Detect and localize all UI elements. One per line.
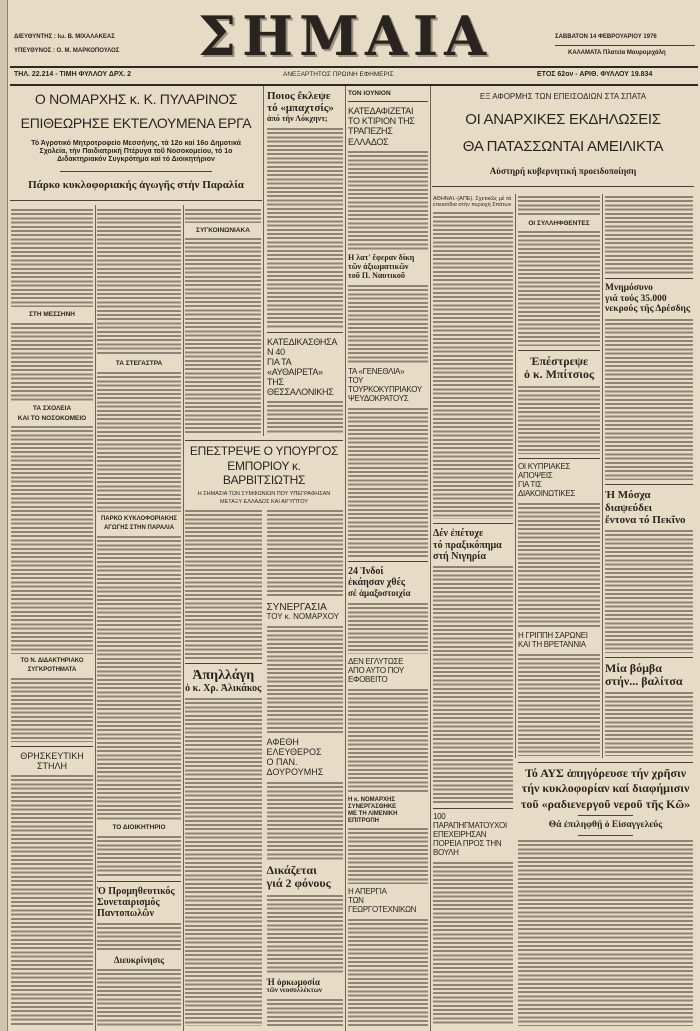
article-nomarchis xyxy=(10,88,262,205)
column-7 xyxy=(518,194,600,758)
column-4-bottom xyxy=(267,508,344,1028)
body-text-block xyxy=(433,566,513,804)
headline: ΔΕΝ ΕΓΛΥΤΩΣΕ xyxy=(348,657,404,667)
article-alikakos xyxy=(185,668,262,695)
headline: τό πραξικόπημα xyxy=(433,539,502,551)
column-rule xyxy=(183,205,184,1031)
column-rule xyxy=(263,86,264,436)
headline: τῶν ἀξιωματικῶν xyxy=(348,261,409,271)
column-rule xyxy=(602,194,603,758)
article-thriskeftiki: ΘΡΗΣΚΕΥΤΙΚΗ ΣΤΗΛΗ xyxy=(20,750,84,771)
headline: γιά 2 φόνους xyxy=(266,876,331,891)
headline: Δέν ἐπέτυχε xyxy=(433,528,484,540)
headline: Η κ. ΝΟΜΑΡΧΗΣ xyxy=(348,797,395,804)
headline: Τό ΑΥΣ ἀπηγόρευσε τήν χρῆσιν xyxy=(524,766,687,780)
headline: Η ΑΠΕΡΓΙΑ xyxy=(348,886,387,896)
headline: ΑΦΕΘΗ ΕΛΕΥΘΕΡΟΣ xyxy=(266,737,322,758)
headline: 24 Ἰνδοί xyxy=(348,566,384,578)
section-head: ΣΥΓΚΡΟΤΗΜΑΤΑ xyxy=(27,667,77,674)
article-eglytose xyxy=(348,658,428,685)
subheadline: Θά ἐπιληφθῇ ὁ Εἰσαγγελεύς xyxy=(548,820,663,831)
article-drezdi xyxy=(605,283,693,315)
headline: Μνημόσυνο xyxy=(605,283,653,294)
body-text-block xyxy=(433,212,513,519)
headline: Συνεταιρισμός xyxy=(97,897,160,909)
headline: Παντοπωλῶν xyxy=(97,908,154,920)
horizontal-rule xyxy=(605,657,693,658)
body-text-block xyxy=(348,689,428,793)
section-head: ΤΑ ΣΧΟΛΕΙΑ xyxy=(32,405,72,413)
headline: Η ΓΡΙΠΠΗ ΣΑΡΩΝΕΙ xyxy=(518,630,588,640)
headline: Ἡ ὁρκωμοσία xyxy=(266,976,320,987)
article-vomva xyxy=(605,662,693,689)
horizontal-rule xyxy=(10,66,698,68)
horizontal-rule xyxy=(185,663,262,664)
article-orkomosia xyxy=(267,977,344,995)
body-text-block xyxy=(11,209,93,307)
horizontal-rule xyxy=(11,746,93,747)
masthead-rule xyxy=(555,45,695,46)
body-text-block xyxy=(97,209,181,356)
column-3-top xyxy=(185,207,261,436)
section-head: ΟΙ ΣΥΛΛΗΦΘΕΝΤΕΣ xyxy=(528,219,590,227)
headline: τῶν νεοσυλλέκτων xyxy=(266,985,323,994)
kicker: ΤΟΝ ΙΟΥΝΙΟΝ xyxy=(348,90,391,97)
body-text-block xyxy=(185,510,262,659)
horizontal-rule xyxy=(433,523,513,524)
body-text-block xyxy=(605,196,693,274)
headline: ΓΙΑ ΤΑ «ΑΥΘΑΙΡΕΤΑ» xyxy=(267,356,323,377)
headline: ΕΜΠΟΡΙΟΥ κ. ΒΑΡΒΙΤΣΙΩΤΗΣ xyxy=(222,459,306,487)
subheadline: Πάρκο κυκλοφοριακής ἀγωγῆς στὴν Παραλία xyxy=(28,179,244,192)
body-text-block xyxy=(11,678,93,742)
column-2 xyxy=(97,207,181,1028)
article-limeniki xyxy=(348,797,428,824)
body-text-block xyxy=(11,775,93,1026)
headline: ΚΑΤΕΔΑΦΙΖΕΤΑΙ xyxy=(348,106,414,117)
headline: στήν... βαλίτσα xyxy=(605,674,683,689)
headline: ΕΠΕΣΤΡΕΨΕ Ο ΥΠΟΥΡΓΟΣ xyxy=(189,444,339,458)
headline: Μία βόμβα xyxy=(605,660,662,675)
address: ΚΑΛΑΜΑΤΑ Πλατεία Μαυρομιχάλη xyxy=(568,50,666,56)
headline: στή Νιγηρία xyxy=(433,550,486,562)
horizontal-rule xyxy=(605,484,693,485)
headline: ΨΕΥΔΟΚΡΑΤΟΥΣ xyxy=(348,394,409,404)
headline: ΠΟΡΕΙΑ ΠΡΟΣ ΤΗΝ ΒΟΥΛΗ xyxy=(433,838,502,857)
article-diefkrinisis: Διευκρίνησις xyxy=(113,954,165,965)
headline: ΤΟΥ ΤΟΥΡΚΟΚΥΠΡΙΑΚΟΥ xyxy=(348,376,422,395)
horizontal-rule xyxy=(578,835,633,836)
body-text-block xyxy=(605,692,693,756)
kicker: ΕΞ ΑΦΟΡΜΗΣ ΤΩΝ ΕΠΕΙΣΟΔΙΩΝ ΣΤΑ ΣΠΑΤΑ xyxy=(479,92,647,102)
horizontal-rule xyxy=(518,762,693,763)
headline: ΤΟΥ κ. ΝΟΜΑΡΧΟΥ xyxy=(266,611,340,621)
body-text-block xyxy=(605,530,693,652)
issue-number: ΕΤΟΣ 62ον - ΑΡΙΘ. ΦΥΛΛΟΥ 19.834 xyxy=(537,71,653,78)
headline: ὁ κ. Μπίτσιος xyxy=(523,367,595,382)
horizontal-rule xyxy=(578,815,633,816)
headline: ὁ κ. Χρ. Ἀλικάκος xyxy=(185,683,262,695)
column-8 xyxy=(605,194,693,758)
deck: Τό Άγροτικό Μητροτροφείο Μεσσήνης, τά 12ο καί 16ο Δημοτικά Σχολεία, τήν Παιδιατρική Πτέρυγα τοῦ Νοσοκομείου, τό 1ο Διδακτηριακόν Συγκρότημα καί τό Διοικητήριον xyxy=(31,140,241,163)
headline: Δικάζεται xyxy=(266,862,317,877)
column-rule xyxy=(95,205,96,1031)
article-parapigmatouchoi xyxy=(433,813,513,858)
section-head: ΚΑΙ ΤΟ ΝΟΣΟΚΟΜΕΙΟ xyxy=(17,414,87,422)
body-text-block xyxy=(97,836,181,877)
horizontal-rule xyxy=(267,332,343,333)
headline: ΤΑ «ΓΕΝΕΘΛΙΑ» xyxy=(348,367,405,377)
headline: ἐκάησαν χθές xyxy=(348,577,406,589)
issue-date: ΣΑΒΒΑΤΟΝ 14 ΦΕΒΡΟΥΑΡΙΟΥ 1976 xyxy=(555,34,657,40)
body-text-block xyxy=(97,969,181,1026)
article-moscha xyxy=(605,489,693,526)
article-dikazetai xyxy=(267,864,344,891)
column-6 xyxy=(433,194,513,1028)
headline: ΟΙ ΑΝΑΡΧΙΚΕΣ ΕΚΔΗΛΩΣΕΙΣ xyxy=(465,111,661,129)
section-head: ΤΟ Ν. ΔΙΔΑΚΤΗΡΙΑΚΟ xyxy=(20,658,84,665)
body-text-block xyxy=(518,654,600,756)
headline: Η λατ' ἔφεραν δίκη xyxy=(348,252,415,262)
article-trapeza xyxy=(348,106,428,146)
article-katedikasthisan xyxy=(267,337,343,397)
horizontal-rule xyxy=(97,881,181,882)
article-nigiria xyxy=(433,528,513,562)
headline: ΓΙΑ ΤΙΣ ΔΙΑΚΟΙΝΩΤΙΚΕΣ xyxy=(518,479,576,498)
body-text-block xyxy=(348,828,428,884)
article-kypriakes xyxy=(518,463,600,499)
body-text-block xyxy=(605,319,693,480)
body-text-block xyxy=(518,196,600,216)
horizontal-rule xyxy=(348,561,428,562)
deck: Η ΣΗΜΑΣΙΑ ΤΩΝ ΣΥΜΦΩΝΙΩΝ ΠΟΥ ΥΠΕΓΡΑΦΗΣΑΝ xyxy=(197,491,331,498)
body-text-block xyxy=(267,401,343,434)
article-mpitsios xyxy=(518,355,600,382)
section-head: ΣΤΗ ΜΕΣΣΗΝΗ xyxy=(28,311,75,319)
horizontal-rule xyxy=(433,808,513,809)
horizontal-rule xyxy=(10,84,698,86)
body-text-block xyxy=(518,231,600,346)
headline: τό «μπαχτσίς» xyxy=(267,102,334,115)
column-rule xyxy=(515,194,516,758)
body-text-block xyxy=(518,840,693,1026)
headline: τοῦ Π. Ναυτικοῦ xyxy=(348,270,405,280)
headline: ΚΑΤΕΔΙΚΑΣΘΗΣΑΝ 40 xyxy=(267,336,338,357)
article-promitheftikos xyxy=(97,886,181,920)
headline: ἀπό τήν Λόκχηντ; xyxy=(267,113,328,123)
headline: ἔντονα τό Πεκῖνο xyxy=(605,514,686,527)
headline: Ο ΠΑΝ. ΔΟΥΡΟΥΜΗΣ xyxy=(266,757,324,778)
headline: ΘΑ ΠΑΤΑΣΣΩΝΤΑΙ ΑΜΕΙΛΙΚΤΑ xyxy=(462,137,664,155)
body-text-block xyxy=(267,895,344,973)
phone-price: ΤΗΛ. 22.214 - ΤΙΜΗ ΦΥΛΛΟΥ ΔΡΧ. 2 xyxy=(14,71,132,78)
headline: ΕΠΙΘΕΩΡΗΣΕ ΕΚΤΕΛΟΥΜΕΝΑ ΕΡΓΑ xyxy=(20,115,252,132)
headline: Ὁ Προμηθευτικός xyxy=(97,885,175,897)
headline: ΜΕ ΤΗ ΛΙΜΕΝΙΚΗ ΕΠΙΤΡΟΠΗ xyxy=(348,810,398,824)
body-text-block xyxy=(267,999,344,1026)
horizontal-rule xyxy=(432,186,694,187)
body-text-block xyxy=(518,386,600,454)
body-text-block xyxy=(267,510,344,598)
newspaper-title: ΣΗΜΑΙΑ xyxy=(197,4,493,68)
article-genethlia xyxy=(348,368,428,404)
body-text-block xyxy=(185,698,262,1026)
headline: ΤΗΣ ΘΕΣΣΑΛΟΝΙΚΗΣ xyxy=(267,377,334,398)
headline: ΑΠΟ ΑΥΤΟ ΠΟΥ ΕΦΟΒΕΙΤΟ xyxy=(348,666,404,685)
article-gripi xyxy=(518,632,600,650)
deck: ΜΕΤΑΞΥ ΕΛΛΑΔΟΣ ΚΑΙ ΑΙΓΥΠΤΟΥ xyxy=(220,499,308,506)
body-text-block xyxy=(185,209,261,223)
body-text-block xyxy=(348,285,428,364)
body-text-block xyxy=(518,503,600,628)
headline: Ἀπηλλάγη xyxy=(192,667,255,683)
headline: ΚΑΙ ΤΗ ΒΡΕΤΑΝΝΙΑ xyxy=(518,639,586,649)
headline: Ποιος ἔκλεψε xyxy=(267,90,331,102)
body-text-block xyxy=(11,323,93,402)
editor-credit: ΥΠΕΥΘΥΝΟΣ : Ο. Μ. ΜΑΡΚΟΠΟΥΛΟΣ xyxy=(14,48,120,54)
headline: ΤΩΝ ΓΕΩΡΓΟΤΕΧΝΙΚΩΝ xyxy=(348,895,417,914)
headline: 100 ΠΑΡΑΠΗΓΜΑΤΟΥΧΟΙ xyxy=(433,811,507,830)
section-head: ΣΥΓΚΟΙΝΩΝΙΑΚΑ xyxy=(196,226,250,234)
headline: Ἡ Μόσχα διαψεύδει xyxy=(605,489,653,514)
column-4-top xyxy=(267,88,343,436)
horizontal-rule xyxy=(518,350,600,351)
headline: ΤΡΑΠΕΖΗΣ ΕΛΛΑΔΟΣ xyxy=(348,126,393,147)
body-text-block xyxy=(348,408,428,557)
adjacent-page-edge xyxy=(0,0,8,1031)
headline: ΣΥΝΕΡΓΑΣΙΑ xyxy=(266,601,327,613)
horizontal-rule xyxy=(60,171,212,172)
body-text-block xyxy=(185,238,261,434)
article-naftikou xyxy=(348,254,428,281)
lead-text: ΑΘΗΝΑΙ.-(ΑΠΕ). Σχετικῶς μέ τά ἐπεισόδια στήν περιοχή Σπάτων xyxy=(433,196,512,209)
body-text-block xyxy=(267,128,343,328)
subheadline: Αὐστηρή κυβερνητική προειδοποίηση xyxy=(489,165,637,176)
section-head: ΑΓΩΓΗΣ ΣΤΗΝ ΠΑΡΑΛΙΑ xyxy=(103,524,175,531)
horizontal-rule xyxy=(10,200,262,201)
headline: Ἐπέστρεψε xyxy=(529,353,589,368)
body-text-block xyxy=(267,782,344,860)
body-text-block xyxy=(267,626,344,733)
column-rule xyxy=(430,86,431,1031)
body-text-block xyxy=(97,536,181,821)
article-bachtsis xyxy=(267,90,343,124)
article-apergia xyxy=(348,888,428,915)
column-rule xyxy=(345,86,346,1031)
body-text-block xyxy=(97,372,181,512)
article-varvitsiotis xyxy=(185,438,343,1028)
headline: γιά τούς 35.000 xyxy=(605,293,667,304)
horizontal-rule xyxy=(185,440,343,441)
headline: ΕΠΕΧΕΙΡΗΣΑΝ xyxy=(433,829,487,839)
body-text-block xyxy=(348,919,428,1026)
body-text-block xyxy=(433,862,513,1026)
body-text-block xyxy=(11,426,93,654)
article-avs xyxy=(518,760,693,1028)
tagline: ΑΝΕΞΑΡΤΗΤΟΣ ΠΡΩΙΝΗ ΕΦΗΜΕΡΙΣ xyxy=(283,71,394,78)
body-text-block xyxy=(348,603,428,655)
body-text-block xyxy=(348,151,428,250)
horizontal-rule xyxy=(348,101,428,102)
column-1 xyxy=(11,207,93,1028)
headline: ΣΥΝΕΡΓΑΣΘΗΚΕ xyxy=(348,804,397,811)
section-head: ΤΑ ΣΤΕΓΑΣΤΡΑ xyxy=(115,360,163,368)
article-synergasia xyxy=(267,602,344,622)
director-credit: ΔΙΕΥΘΥΝΤΗΣ : Ιω. Β. ΜΙΧΑΛΑΚΕΑΣ xyxy=(14,34,115,40)
article-indoi xyxy=(348,566,428,598)
column-3-bottom xyxy=(185,508,262,1028)
column-5 xyxy=(348,88,428,1028)
headline: σέ ἀμαξοστοιχία xyxy=(348,588,411,599)
headline: τήν κυκλοφορίαν καί διαφήμισιν xyxy=(521,781,690,796)
section-head: ΤΟ ΔΙΟΙΚΗΤΗΡΙΟ xyxy=(112,824,166,832)
headline: νεκρούς τῆς Δρέσδης xyxy=(605,304,690,315)
headline: ΟΙ ΚΥΠΡΙΑΚΕΣ ΑΠΟΨΕΙΣ xyxy=(518,462,571,480)
horizontal-rule xyxy=(518,458,600,459)
article-anarchikes xyxy=(432,88,694,192)
headline: τοῦ «ραδιενεργοῦ νεροῦ τῆς Κῶ» xyxy=(520,796,691,811)
headline: ΤΟ ΚΤΙΡΙΟΝ ΤΗΣ xyxy=(348,116,415,127)
body-text-block xyxy=(97,923,181,951)
article-dourourmis xyxy=(267,737,344,777)
section-head: ΠΑΡΚΟ ΚΥΚΛΟΦΟΡΙΑΚΗΣ xyxy=(100,516,178,523)
headline: Ο ΝΟΜΑΡΧΗΣ κ. Κ. ΠΥΛΑΡΙΝΟΣ xyxy=(34,91,238,108)
horizontal-rule xyxy=(605,278,693,279)
